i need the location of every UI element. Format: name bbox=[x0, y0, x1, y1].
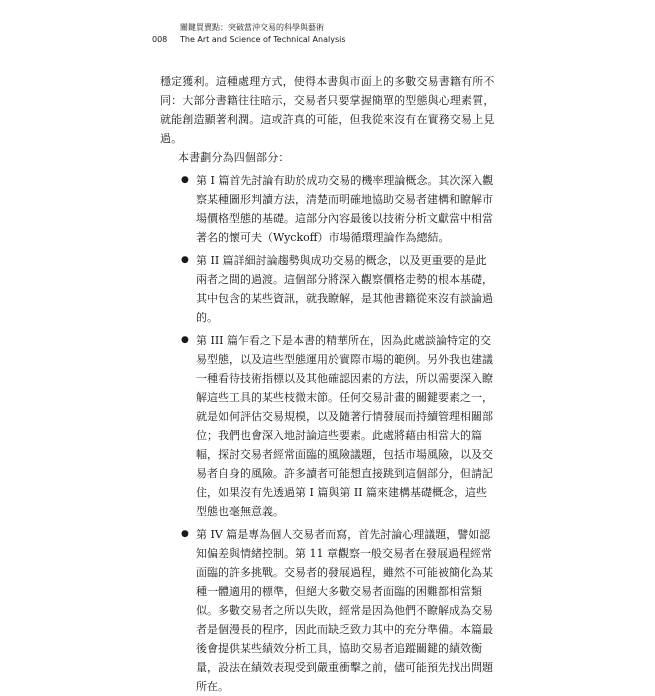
list-item-text: 第 I 篇首先討論有助於成功交易的機率理論概念。其次深入觀察某種圖形判讀方法，清楚而明確地協助交易者建構和瞭解市場價格型態的基礎。這部分內容最後以技術分析文獻當中相當著名的懷可夫（Wyckoff）市場循環理論作為總結。 bbox=[196, 174, 494, 244]
parts-list bbox=[160, 171, 495, 696]
bullet-icon: ● bbox=[181, 529, 189, 539]
list-item-text: 第 IV 篇是專為個人交易者而寫，首先討論心理議題，譬如認知偏差與情緒控制。第 11 章觀察一般交易者在發展過程經常面臨的許多挑戰。交易者的發展過程，雖然不可能被簡化為某種一體適用的標準，但絕大多數交易者面臨的困難都相當類似。多數交易者之所以失敗，經常是因為他們不瞭解成為交易者是個漫長的程序，因此而缺乏致力其中的充分準備。本篇最後會提供某些績效分析工具，協助交易者追蹤關鍵的績效衡量，設法在績效表現受到嚴重衝擊之前，儘可能預先找出問題所在。 bbox=[196, 528, 493, 693]
body-text bbox=[160, 72, 495, 696]
header-chinese-title: 關鍵買賣點：突破當沖交易的科學與藝術 bbox=[180, 23, 324, 32]
list-item-text: 第 II 篇詳細討論趨勢與成功交易的概念，以及更重要的是此兩者之間的過渡。這個部分將深入觀察價格走勢的根本基礎，其中包含的某些資訊，就我瞭解，是其他書籍從來沒有談論過的。 bbox=[196, 254, 493, 324]
page-number: 008 bbox=[152, 35, 168, 44]
list-item-part-1 bbox=[160, 171, 495, 247]
header-english-title: The Art and Science of Technical Analysis bbox=[180, 35, 346, 44]
bullet-icon: ● bbox=[181, 335, 189, 345]
bullet-icon: ● bbox=[181, 255, 189, 265]
list-item-part-3 bbox=[160, 331, 495, 521]
opening-paragraph: 穩定獲利。這種處理方式，使得本書與市面上的多數交易書籍有所不同：大部分書籍往往暗示，交易者只要掌握簡單的型態與心理素質，就能創造顯著利潤。這或許真的可能，但我從來沒有在實務交易上見過。 bbox=[160, 75, 495, 145]
intro-line: 本書劃分為四個部分： bbox=[178, 151, 290, 164]
list-item-part-4 bbox=[160, 525, 495, 696]
list-item-part-2 bbox=[160, 251, 495, 327]
bullet-icon: ● bbox=[181, 175, 189, 185]
list-item-text: 第 III 篇乍看之下是本書的精華所在，因為此處談論特定的交易型態，以及這些型態運用於實際市場的範例。另外我也建議一種看待技術指標以及其他確認因素的方法，所以需要深入瞭解這些工具的某些枝微末節。任何交易計畫的關鍵要素之一，就是如何評估交易規模，以及隨著行情發展而持續管理相關部位；我們也會深入地討論這些要素。此處將藉由相當大的篇幅，探討交易者經常面臨的風險議題，包括市場風險，以及交易者自身的風險。許多讀者可能想直接跳到這個部分，但請記住，如果沒有先透過第 I 篇與第 II 篇來建構基礎概念，這些型態也毫無意義。 bbox=[196, 334, 493, 518]
